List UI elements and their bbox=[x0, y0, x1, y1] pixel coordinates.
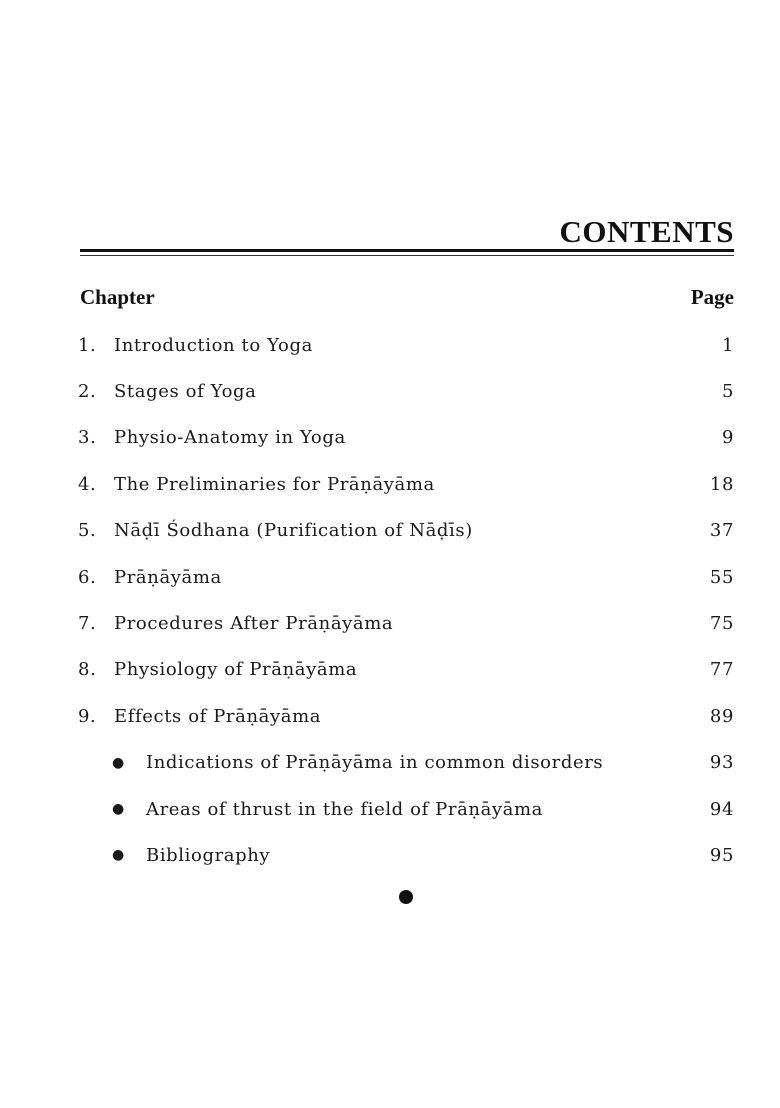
page-number: 1 bbox=[721, 334, 734, 356]
entry-title: Indications of Prāṇāyāma in common disorders bbox=[146, 752, 604, 774]
toc-entry[interactable] bbox=[78, 562, 734, 592]
page-number: 9 bbox=[721, 427, 734, 449]
chapter-number: 3. bbox=[78, 427, 97, 449]
chapter-title: Physiology of Prāṇāyāma bbox=[114, 659, 358, 681]
toc-entry[interactable] bbox=[78, 608, 734, 638]
chapter-title: Nāḍī Śodhana (Purification of Nāḍīs) bbox=[114, 520, 473, 542]
page-number: 89 bbox=[709, 705, 734, 727]
toc-entry[interactable] bbox=[78, 655, 734, 685]
chapter-title: Introduction to Yoga bbox=[114, 334, 313, 356]
chapter-title: Procedures After Prāṇāyāma bbox=[114, 612, 394, 634]
bullet-icon: ● bbox=[112, 754, 125, 771]
chapter-title: Prāṇāyāma bbox=[114, 566, 222, 588]
toc-entry[interactable] bbox=[78, 469, 734, 499]
chapter-number: 2. bbox=[78, 380, 97, 402]
title-rule bbox=[80, 249, 734, 252]
chapter-number: 9. bbox=[78, 705, 97, 727]
end-ornament-dot bbox=[399, 890, 413, 904]
page-number: 55 bbox=[709, 566, 734, 588]
toc-sub-entry[interactable] bbox=[112, 840, 734, 870]
page-number: 95 bbox=[709, 844, 734, 866]
entry-title: Areas of thrust in the field of Prāṇāyāma bbox=[146, 798, 544, 820]
page-number: 94 bbox=[709, 798, 734, 820]
chapter-number: 5. bbox=[78, 520, 97, 542]
chapter-title: Physio-Anatomy in Yoga bbox=[114, 427, 346, 449]
chapter-number: 1. bbox=[78, 334, 97, 356]
toc-entry[interactable] bbox=[78, 376, 734, 406]
chapter-number: 8. bbox=[78, 659, 97, 681]
toc-sub-entry[interactable] bbox=[112, 794, 734, 824]
chapter-number: 7. bbox=[78, 612, 97, 634]
page-number: 93 bbox=[709, 752, 734, 774]
toc-sub-entry[interactable] bbox=[112, 748, 734, 778]
page-number: 77 bbox=[709, 659, 734, 681]
page-number: 5 bbox=[721, 380, 734, 402]
page-column-header: Page bbox=[690, 285, 734, 309]
chapter-number: 4. bbox=[78, 473, 97, 495]
chapter-title: Stages of Yoga bbox=[114, 380, 257, 402]
bullet-icon: ● bbox=[112, 801, 125, 817]
chapter-number: 6. bbox=[78, 566, 97, 588]
chapter-title: Effects of Prāṇāyāma bbox=[114, 705, 322, 727]
chapter-title: The Preliminaries for Prāṇāyāma bbox=[114, 473, 435, 495]
page-number: 37 bbox=[709, 520, 734, 542]
toc-entry[interactable] bbox=[78, 516, 734, 546]
title-rule-thin bbox=[80, 255, 734, 256]
page-number: 18 bbox=[709, 473, 734, 495]
chapter-column-header: Chapter bbox=[80, 285, 155, 309]
toc-entry[interactable] bbox=[78, 701, 734, 731]
toc-entry[interactable] bbox=[78, 423, 734, 453]
page-number: 75 bbox=[709, 612, 734, 634]
toc-entry[interactable] bbox=[78, 330, 734, 360]
entry-title: Bibliography bbox=[146, 844, 271, 866]
bullet-icon: ● bbox=[112, 847, 125, 864]
page-title: CONTENTS bbox=[559, 214, 734, 249]
